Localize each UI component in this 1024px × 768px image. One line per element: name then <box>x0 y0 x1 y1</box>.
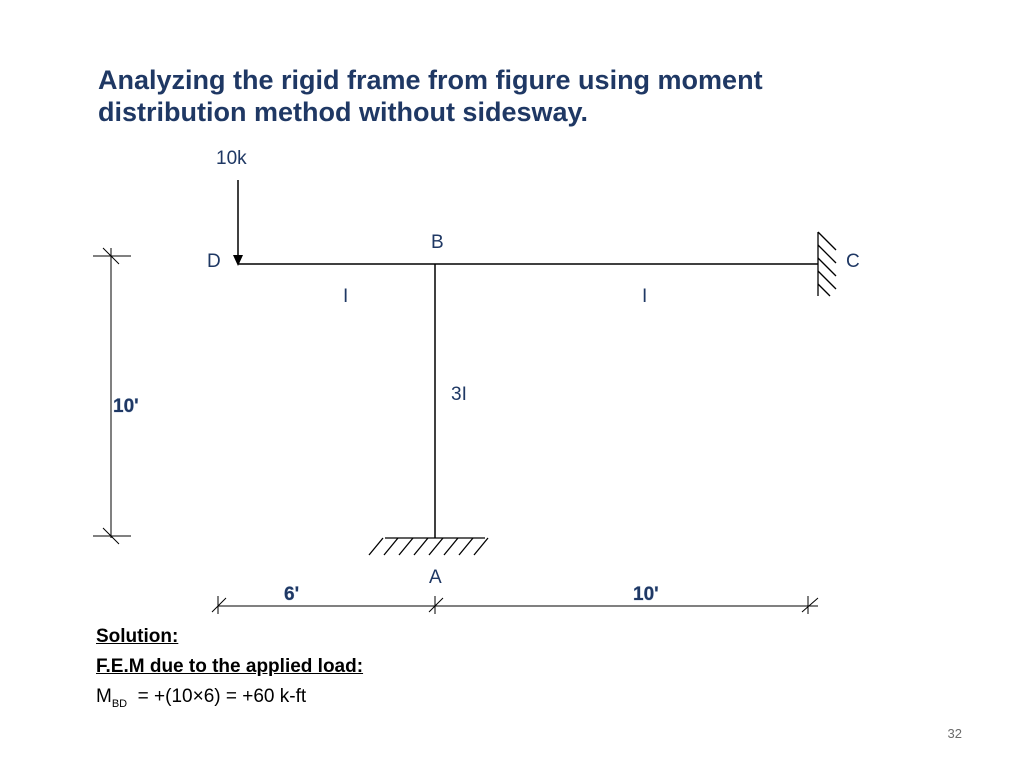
member-bc-inertia: I <box>642 286 648 307</box>
span-dimension-line <box>212 596 818 614</box>
member-ab-inertia: 3I <box>451 384 467 405</box>
load-label: 10k <box>216 148 247 169</box>
fem-heading: F.E.M due to the applied load: <box>96 656 364 677</box>
title-line-2: distribution method without sidesway. <box>98 97 589 127</box>
node-d-label: D <box>207 251 221 272</box>
equation-body: = +(10×6) = +60 k-ft <box>127 686 307 707</box>
height-dimension-label: 10' <box>113 396 139 417</box>
fixed-support-a <box>369 538 488 555</box>
right-span-label: 10' <box>633 584 659 605</box>
fixed-support-c <box>818 232 836 296</box>
node-c-label: C <box>846 251 860 272</box>
fem-equation <box>96 686 306 710</box>
node-a-label: A <box>429 567 442 588</box>
left-span-label: 6' <box>284 584 300 605</box>
moment-subscript: BD <box>111 697 128 710</box>
member-db-inertia: I <box>343 286 349 307</box>
page-number: 32 <box>947 726 962 741</box>
solution-heading: Solution: <box>96 626 179 647</box>
node-b-label: B <box>431 232 444 253</box>
moment-symbol: M <box>96 686 112 707</box>
title-line-1: Analyzing the rigid frame from figure using moment <box>98 65 763 95</box>
